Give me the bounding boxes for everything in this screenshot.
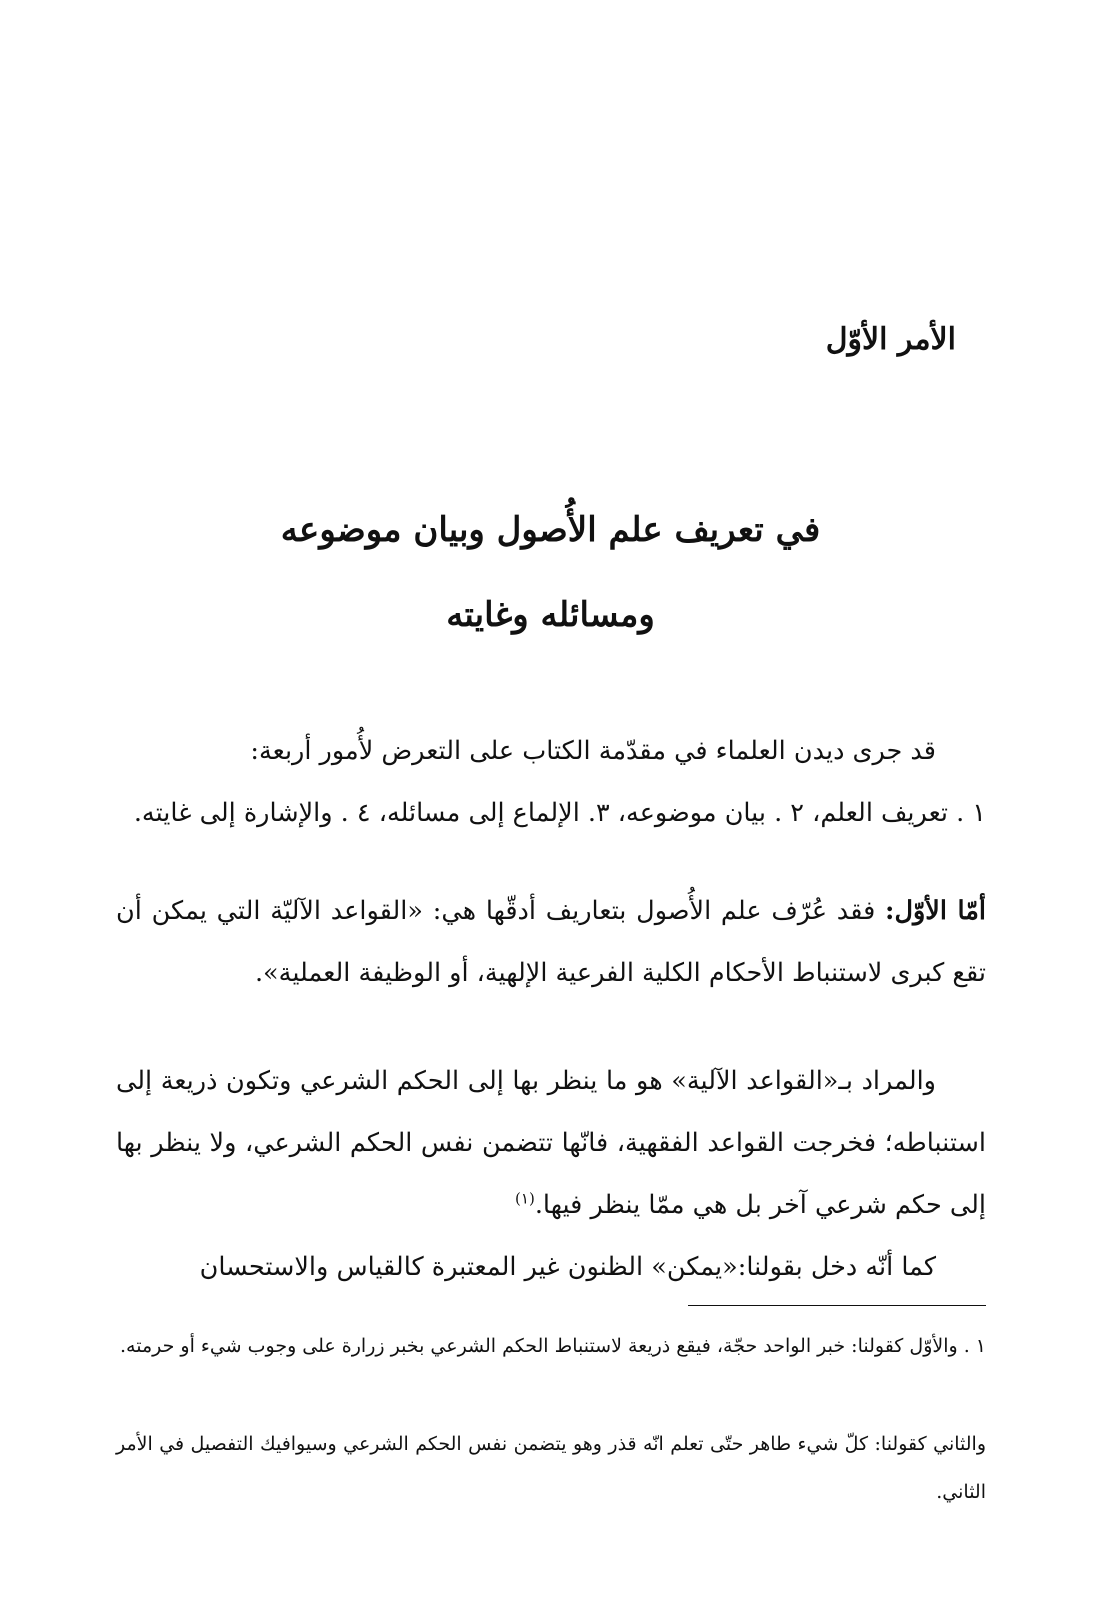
- paragraph-definition-text: فقد عُرّف علم الأُصول بتعاريف أدقّها هي: «القواعد الآليّة التي يمكن أن تقع كبرى لاستنباط الأحكام الكلية الفرعية الإلهية، أو الوظيفة العملية».: [116, 896, 986, 988]
- paragraph-lead: أمّا الأوّل:: [885, 896, 986, 926]
- paragraph-explanation-text: والمراد بـ«القواعد الآلية» هو ما ينظر بها إلى الحكم الشرعي وتكون ذريعة إلى استنباطه؛ فخرجت القواعد الفقهية، فانّها تتضمن نفس الحكم الشرعي، ولا ينظر بها إلى حكم شرعي آخر بل هي ممّا ينظر فيها.: [116, 1066, 986, 1220]
- paragraph-continuation: كما أنّه دخل بقولنا:«يمكن» الظنون غير المعتبرة كالقياس والاستحسان: [199, 1252, 936, 1282]
- paragraph-intro: قد جرى ديدن العلماء في مقدّمة الكتاب على التعرض لأُمور أربعة:: [250, 736, 936, 766]
- paragraph-definition: [116, 880, 986, 1004]
- footnote-marker: (١): [515, 1189, 535, 1208]
- footnote-1: ١ . والأوّل كقولنا: خبر الواحد حجّة، فيقع ذريعة لاستنباط الحكم الشرعي بخبر زرارة على وجوب شيء أو حرمته.: [120, 1335, 986, 1357]
- paragraph-explanation: [116, 1050, 986, 1236]
- paragraph-list: ١ . تعريف العلم، ٢ . بيان موضوعه، ٣. الإلماع إلى مسائله، ٤ . والإشارة إلى غايته.: [133, 798, 986, 828]
- section-label: الأمر الأوّل: [825, 322, 956, 357]
- footnote-2: والثاني كقولنا: كلّ شيء طاهر حتّى تعلم انّه قذر وهو يتضمن نفس الحكم الشرعي وسيوافيك التفصيل في الأمر الثاني.: [116, 1433, 986, 1503]
- chapter-title-line-1: في تعريف علم الأُصول وبيان موضوعه: [280, 510, 821, 550]
- footnote-divider: [688, 1305, 986, 1306]
- chapter-title-line-2: ومسائله وغايته: [446, 595, 655, 635]
